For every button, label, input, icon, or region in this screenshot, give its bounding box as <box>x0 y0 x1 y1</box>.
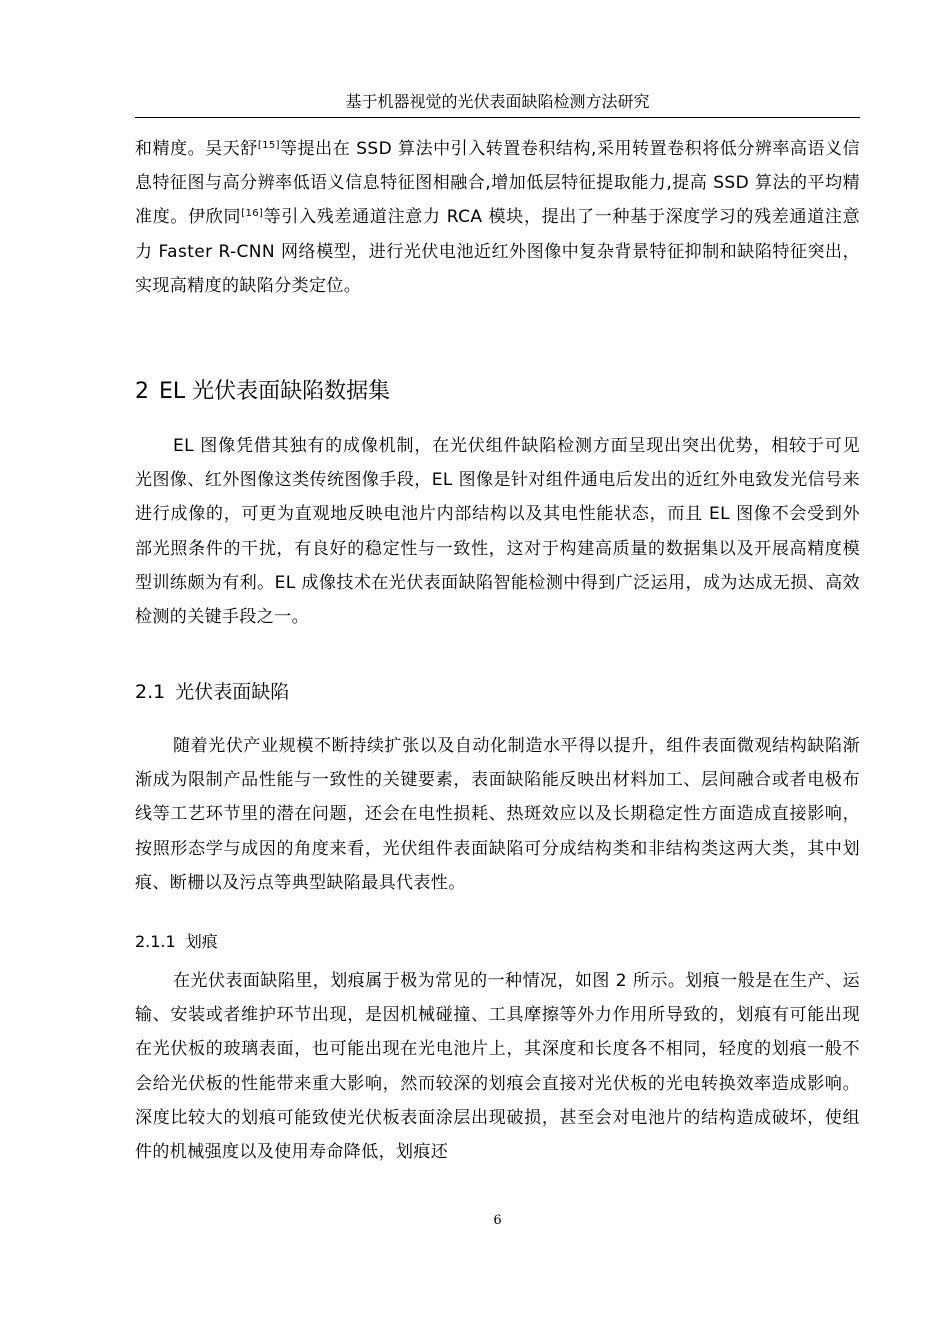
subsubsection-title: 划痕 <box>185 932 218 951</box>
citation-ref[interactable]: [16] <box>241 208 264 220</box>
paragraph-text: 和精度。吴天舒 <box>135 139 258 159</box>
section-heading <box>135 376 390 408</box>
paragraph-surface-defects: 随着光伏产业规模不断持续扩张以及自动化制造水平得以提升，组件表面微观结构缺陷渐渐成为限制产品性能与一致性的关键要素，表面缺陷能反映出材料加工、层间融合或者电极布线等工艺环节里的潜在问题，还会在电性损耗、热斑效应以及长期稳定性方面造成直接影响，按照形态学与成因的角度来看，光伏组件表面缺陷可分成结构类和非结构类这两大类，其中划痕、断栅以及污点等典型缺陷最具代表性。 <box>135 736 860 893</box>
section-title: EL 光伏表面缺陷数据集 <box>159 379 391 404</box>
citation-ref[interactable]: [15] <box>257 140 280 151</box>
subsection-title: 光伏表面缺陷 <box>175 681 290 703</box>
subsection-heading <box>135 677 289 707</box>
section-number: 2 <box>135 379 149 404</box>
paragraph-related-work <box>135 132 860 303</box>
paragraph-el-imaging: EL 图像凭借其独有的成像机制，在光伏组件缺陷检测方面呈现出突出优势，相较于可见光图像、红外图像这类传统图像手段，EL 图像是针对组件通电后发出的近红外电致发光信号来进行成像的，可更为直观地反映电池片内部结构以及其电性能状态，而且 EL 图像不会受到外部光照条件的干扰，有良好的稳定性与一致性，这对于构建高质量的数据集以及开展高精度模型训练颇为有利。EL 成像技术在光伏表面缺陷智能检测中得到广泛运用，成为达成无损、高效检测的关键手段之一。 <box>135 436 860 628</box>
subsubsection-number: 2.1.1 <box>135 932 176 951</box>
subsubsection-heading <box>135 930 218 954</box>
running-header: 基于机器视觉的光伏表面缺陷检测方法研究 <box>345 92 650 111</box>
page-number: 6 <box>493 1213 502 1228</box>
subsection-number: 2.1 <box>135 681 166 703</box>
paragraph-scratches: 在光伏表面缺陷里，划痕属于极为常见的一种情况，如图 2 所示。划痕一般是在生产、运输、安装或者维护环节出现，是因机械碰撞、工具摩擦等外力作用所导致的，划痕有可能出现在光伏板的玻璃表面，也可能出现在光电池片上，其深度和长度各不相同，轻度的划痕一般不会给光伏板的性能带来重大影响，然而较深的划痕会直接对光伏板的光电转换效率造成影响。深度比较大的划痕可能致使光伏板表面涂层出现破损，甚至会对电池片的结构造成破坏，使组件的机械强度以及使用寿命降低，划痕还 <box>135 971 860 1163</box>
header-divider <box>135 117 860 118</box>
paragraph-text: 等引入残差通道注意力 RCA 模块，提出了一种基于深度学习的残差通道注意力 Faster R-CNN 网络模型，进行光伏电池近红外图像中复杂背景特征抑制和缺陷特征突出，实现高精度的缺陷分类定位。 <box>135 207 860 296</box>
paragraph-text: 等提出在 SSD 算法中引入转置卷积结构,采用转置卷积将低分辨率高语义信息特征图与高分辨率低语义信息特征图相融合,增加低层特征提取能力,提高 SSD 算法的平均精准度。伊欣同 <box>135 139 860 228</box>
